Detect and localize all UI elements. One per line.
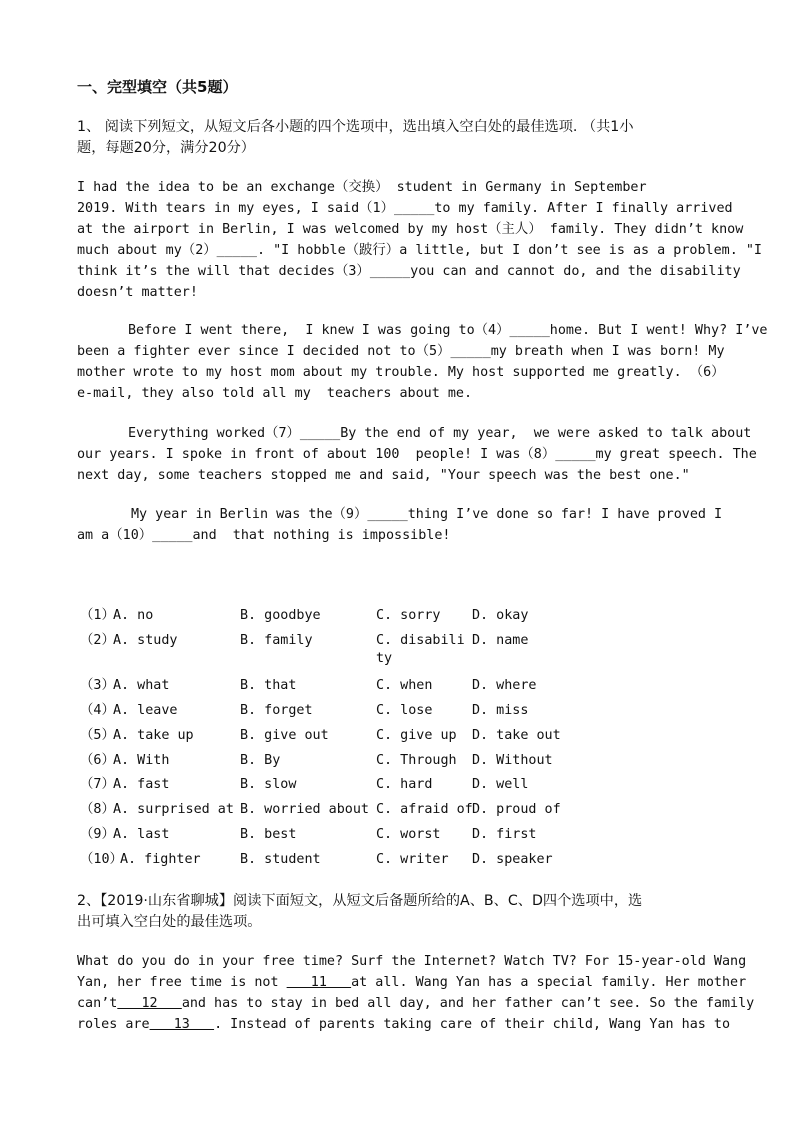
text-segment: roles are: [77, 1017, 150, 1032]
q2-instruction-line-1: 2、【2019·山东省聊城】阅读下面短文，从短文后备题所给的A、B、C、D四个选项中，选: [77, 893, 643, 909]
text-segment: at all. Wang Yan has a special family. Her mother: [351, 975, 747, 990]
option-d: D. Without: [472, 753, 553, 768]
option-a: A. last: [113, 827, 170, 842]
option-d: D. where: [472, 678, 537, 693]
option-d: D. okay: [472, 608, 529, 623]
option-d: D. name: [472, 633, 529, 648]
blank-12: 12: [117, 996, 182, 1011]
blank-11: 11: [286, 975, 352, 990]
blank-13: 13: [149, 1017, 215, 1032]
option-a: A. fighter: [120, 852, 201, 867]
option-d: D. proud of: [472, 802, 561, 817]
passage-line: e‑mail, they also told all my teachers about me.: [77, 386, 473, 401]
option-d: D. first: [472, 827, 537, 842]
option-b: B. worried about: [240, 802, 369, 817]
passage-line: am a（10）_____and that nothing is impossible!: [77, 528, 451, 543]
q1-instruction-line-1: 1、 阅读下列短文，从短文后各小题的四个选项中，选出填入空白处的最佳选项. （共1小: [77, 119, 634, 135]
option-a: A. take up: [113, 728, 194, 743]
option-number: （5）: [80, 728, 115, 743]
option-b: B. slow: [240, 777, 297, 792]
option-b: B. best: [240, 827, 297, 842]
option-d: D. well: [472, 777, 529, 792]
option-number: （6）: [80, 753, 115, 768]
option-a: A. surprised at: [113, 802, 234, 817]
option-c: C. lose: [376, 703, 433, 718]
passage-line: My year in Berlin was the（9）_____thing I’ve done so far! I have proved I: [131, 507, 723, 522]
passage-line: doesn’t matter!: [77, 285, 198, 300]
option-number: （4）: [80, 703, 115, 718]
option-number: （1）: [80, 608, 115, 623]
text-segment: . Instead of parents taking care of their child, Wang Yan has to: [214, 1017, 731, 1032]
text-segment: Yan, her free time is not: [77, 975, 287, 990]
option-number: （7）: [80, 777, 115, 792]
q2-instruction-line-2: 出可填入空白处的最佳选项。: [77, 914, 262, 930]
option-number: （10）: [80, 852, 123, 867]
passage-line: 2019. With tears in my eyes, I said（1）_____to my family. After I finally arrived: [77, 201, 733, 216]
option-c: C. give up: [376, 728, 457, 743]
option-number: （2）: [80, 633, 115, 648]
passage-line: much about my（2）_____. "I hobble（跛行）a little, but I don’t see is as a problem. "I: [77, 243, 762, 258]
option-d: D. miss: [472, 703, 529, 718]
option-b: B. By: [240, 753, 281, 768]
option-c: C. Through: [376, 753, 457, 768]
option-b: B. give out: [240, 728, 329, 743]
option-a: A. study: [113, 633, 178, 648]
passage-line: I had the idea to be an exchange（交换） student in Germany in September: [77, 180, 647, 195]
passage-line: our years. I spoke in front of about 100 people! I was（8）_____my great speech. The: [77, 447, 757, 462]
option-a: A. leave: [113, 703, 178, 718]
option-d: D. take out: [472, 728, 561, 743]
passage-line: think it’s the will that decides（3）_____you can and cannot do, and the disability: [77, 264, 741, 279]
passage-line: Before I went there, I knew I was going to（4）_____home. But I went! Why? I’ve: [128, 323, 768, 338]
option-a: A. no: [113, 608, 154, 623]
passage-line: next day, some teachers stopped me and said, "Your speech was the best one.": [77, 468, 690, 483]
option-c: C. writer: [376, 852, 449, 867]
option-c: C. sorry: [376, 608, 441, 623]
option-a: A. With: [113, 753, 170, 768]
passage-line: [77, 1016, 730, 1034]
option-c: C. worst: [376, 827, 441, 842]
text-segment: can’t: [77, 996, 118, 1011]
option-a: A. fast: [113, 777, 170, 792]
passage-line: [77, 995, 754, 1013]
option-d: D. speaker: [472, 852, 553, 867]
option-c: C. hard: [376, 777, 433, 792]
option-b: B. goodbye: [240, 608, 321, 623]
option-number: （8）: [80, 802, 115, 817]
option-a: A. what: [113, 678, 170, 693]
passage-line: at the airport in Berlin, I was welcomed by my host（主人） family. They didn’t know: [77, 222, 744, 237]
option-b: B. forget: [240, 703, 313, 718]
q1-instruction-line-2: 题，每题20分，满分20分）: [77, 140, 255, 156]
section-title: 一、完型填空（共5题）: [77, 78, 238, 96]
passage-line: Everything worked（7）_____By the end of my year, we were asked to talk about: [128, 426, 752, 441]
option-c: C. afraid of: [376, 802, 473, 817]
option-b: B. student: [240, 852, 321, 867]
text-segment: and has to stay in bed all day, and her father can’t see. So the family: [181, 996, 755, 1011]
option-c: C. when: [376, 678, 433, 693]
option-b: B. family: [240, 633, 313, 648]
passage-line: been a fighter ever since I decided not to（5）_____my breath when I was born! My: [77, 344, 725, 359]
option-number: （3）: [80, 678, 115, 693]
passage-line: mother wrote to my host mom about my trouble. My host supported me greatly. （6）: [77, 365, 725, 380]
passage-line: [77, 974, 746, 992]
option-number: （9）: [80, 827, 115, 842]
option-c: C. disability: [376, 633, 465, 666]
option-b: B. that: [240, 678, 297, 693]
passage-line: What do you do in your free time? Surf the Internet? Watch TV? For 15-year-old Wang: [77, 954, 747, 969]
